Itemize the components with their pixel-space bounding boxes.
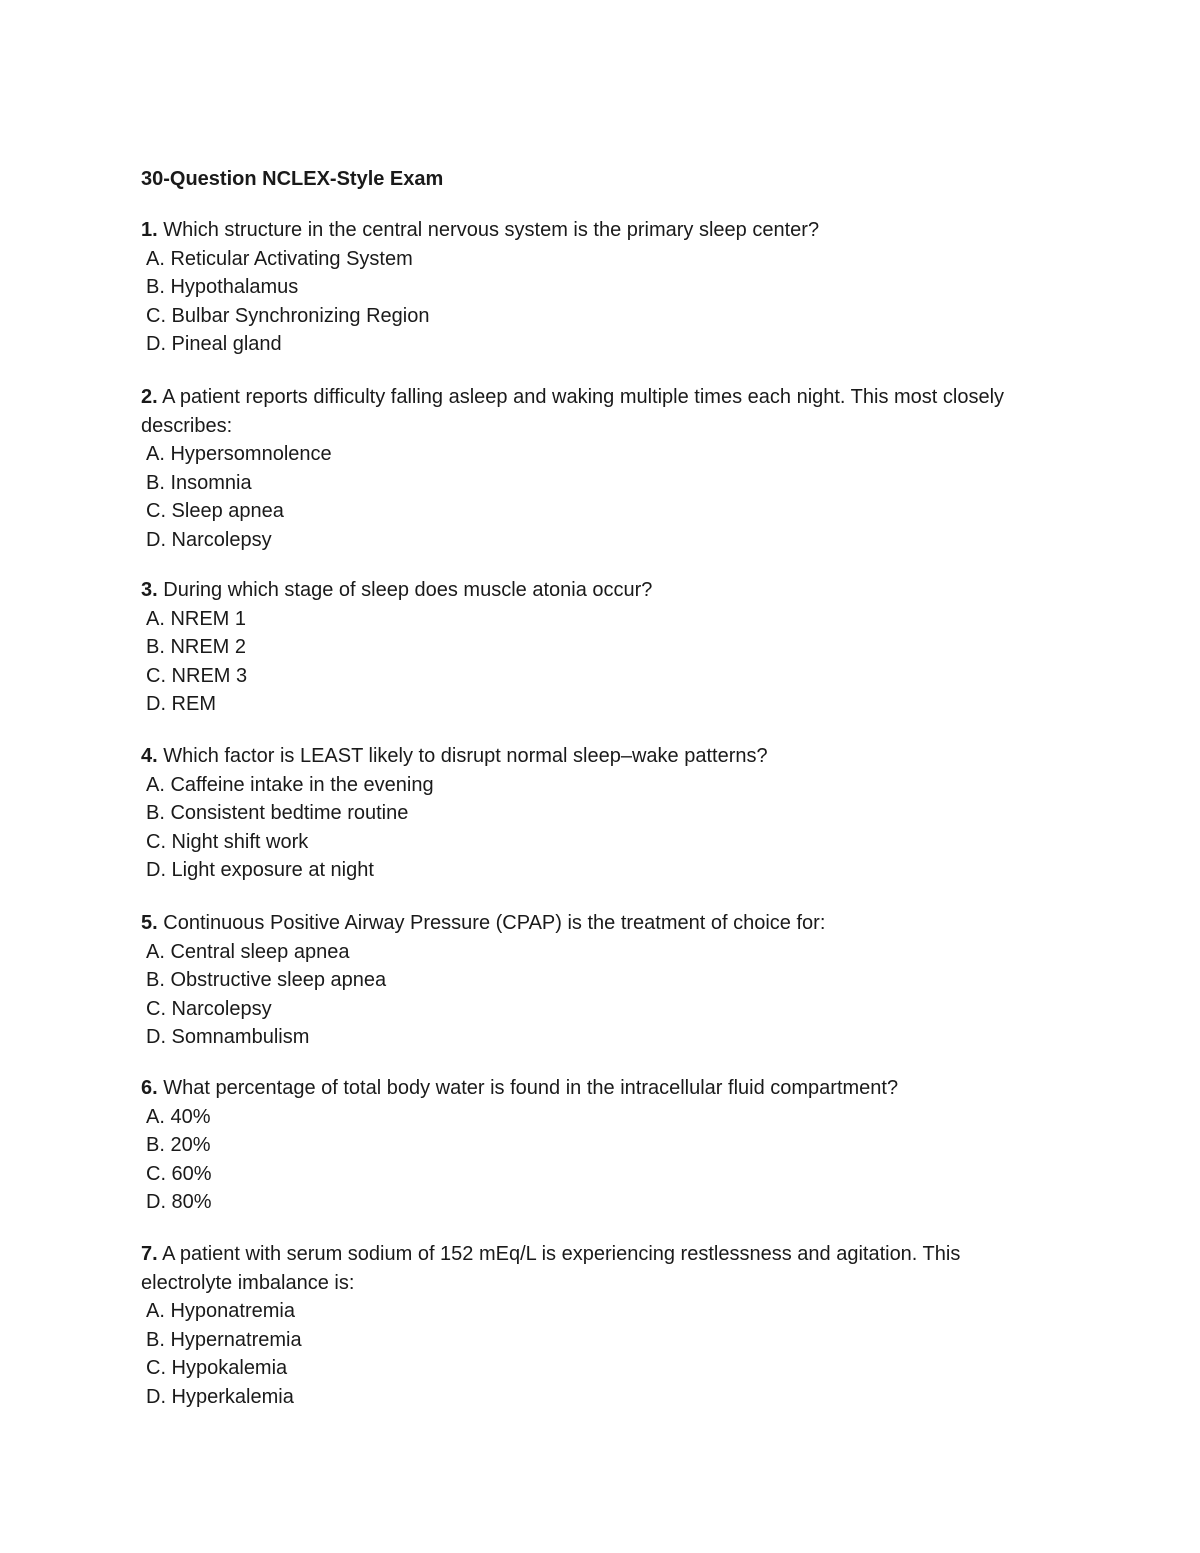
document-title: 30-Question NCLEX-Style Exam (141, 168, 444, 190)
answer-options (141, 938, 1041, 1052)
answer-options (141, 440, 1041, 554)
question-number: 7. (141, 1243, 158, 1265)
answer-option-b: B. Consistent bedtime routine (146, 802, 409, 824)
answer-option-a: A. Central sleep apnea (146, 940, 350, 963)
question-3 (141, 576, 1041, 719)
question-1 (141, 216, 1041, 359)
question-text: Continuous Positive Airway Pressure (CPAP) is the treatment of choice for: (163, 912, 826, 934)
answer-option-c: C. Night shift work (146, 830, 309, 853)
answer-options (141, 605, 1041, 719)
answer-option-d: D. Pineal gland (146, 333, 282, 355)
question-stem (141, 909, 1041, 938)
answer-option-a: A. 40% (146, 1105, 211, 1128)
question-5 (141, 909, 1041, 1052)
question-stem (141, 576, 1041, 605)
answer-option-b: B. Insomnia (146, 471, 252, 494)
question-text: A patient with serum sodium of 152 mEq/L is experiencing restlessness and agitation. This electrolyte imbalance is: (141, 1243, 961, 1294)
answer-option-d: D. Somnambulism (146, 1026, 310, 1048)
question-stem (141, 1074, 1041, 1103)
answer-options (141, 771, 1041, 885)
question-4 (141, 742, 1041, 885)
answer-option-a: A. Hyponatremia (146, 1300, 295, 1322)
question-stem (141, 383, 1041, 440)
answer-option-b: B. NREM 2 (146, 636, 247, 658)
question-number: 4. (141, 745, 158, 767)
question-number: 1. (141, 219, 158, 241)
question-text: Which factor is LEAST likely to disrupt normal sleep–wake patterns? (163, 745, 768, 767)
answer-option-c: C. NREM 3 (146, 664, 248, 687)
answer-options (141, 245, 1041, 359)
question-number: 5. (141, 912, 158, 934)
question-text: Which structure in the central nervous system is the primary sleep center? (163, 219, 820, 241)
question-number: 3. (141, 579, 158, 601)
question-stem (141, 216, 1041, 245)
answer-option-b: B. 20% (146, 1134, 211, 1156)
answer-option-d: D. REM (146, 693, 216, 715)
answer-option-d: D. Light exposure at night (146, 859, 374, 881)
answer-option-d: D. Hyperkalemia (146, 1385, 294, 1408)
answer-option-c: C. Sleep apnea (146, 500, 284, 522)
answer-option-c: C. Bulbar Synchronizing Region (146, 304, 430, 327)
question-text: A patient reports difficulty falling asleep and waking multiple times each night. This most closely describes: (141, 386, 1005, 437)
question-stem (141, 742, 1041, 771)
answer-option-d: D. 80% (146, 1191, 212, 1213)
question-2 (141, 383, 1041, 554)
answer-option-b: B. Obstructive sleep apnea (146, 969, 387, 991)
answer-option-a: A. Caffeine intake in the evening (146, 773, 434, 796)
answer-option-c: C. Hypokalemia (146, 1357, 288, 1379)
answer-option-b: B. Hypernatremia (146, 1328, 302, 1351)
question-text: What percentage of total body water is found in the intracellular fluid compartment? (163, 1077, 899, 1099)
answer-option-b: B. Hypothalamus (146, 276, 299, 298)
question-6 (141, 1074, 1041, 1217)
answer-option-c: C. Narcolepsy (146, 997, 272, 1020)
answer-options (141, 1297, 1041, 1411)
answer-options (141, 1103, 1041, 1217)
answer-option-a: A. NREM 1 (146, 607, 247, 630)
answer-option-a: A. Reticular Activating System (146, 247, 413, 270)
answer-option-c: C. 60% (146, 1162, 212, 1185)
answer-option-d: D. Narcolepsy (146, 528, 272, 551)
answer-option-a: A. Hypersomnolence (146, 443, 332, 465)
question-stem (141, 1240, 1041, 1297)
question-7 (141, 1240, 1041, 1411)
question-number: 2. (141, 386, 158, 408)
question-text: During which stage of sleep does muscle atonia occur? (163, 579, 653, 601)
question-number: 6. (141, 1077, 158, 1099)
